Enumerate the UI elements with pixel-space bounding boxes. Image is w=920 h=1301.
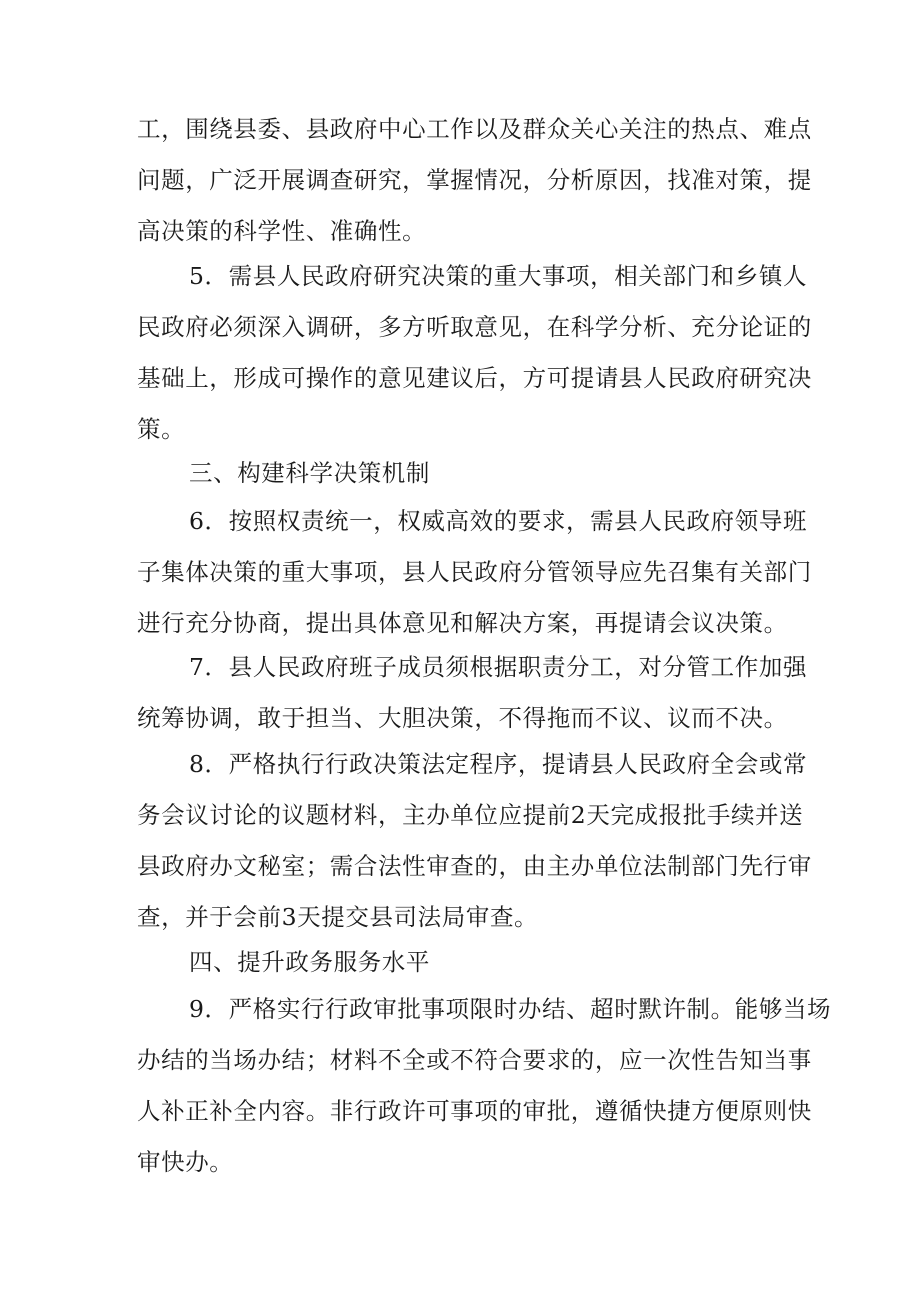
text-line: 7．县人民政府班子成员须根据职责分工，对分管工作加强 [189, 653, 808, 681]
text-line: 工，围绕县委、县政府中心工作以及群众关心关注的热点、难点 [137, 115, 812, 143]
text-line: 5．需县人民政府研究决策的重大事项，相关部门和乡镇人 [189, 262, 808, 290]
paragraph-item-9 [137, 984, 832, 1188]
heading-line: 四、提升政务服务水平 [189, 948, 430, 976]
text-line: 统筹协调，敢于担当、大胆决策，不得拖而不议、议而不决。 [137, 704, 788, 732]
text-line: 问题，广泛开展调查研究，掌握情况，分析原因，找准对策，提 [137, 166, 812, 194]
paragraph-item-8 [137, 739, 812, 943]
text-line: 民政府必须深入调研，多方听取意见，在科学分析、充分论证的 [137, 313, 812, 341]
text-line: 8．严格执行行政决策法定程序，提请县人民政府全会或常 [189, 750, 808, 778]
text-line: 查，并于会前3天提交县司法局审查。 [137, 903, 539, 931]
text-line: 审快办。 [137, 1148, 234, 1176]
text-line: 策。 [137, 415, 186, 443]
text-line: 基础上，形成可操作的意见建议后，方可提请县人民政府研究决 [137, 364, 812, 392]
text-line: 县政府办文秘室；需合法性审查的，由主办单位法制部门先行审 [137, 852, 812, 880]
paragraph-item-6 [137, 496, 812, 649]
text-line: 9．严格实行行政审批事项限时办结、超时默许制。能够当场 [189, 995, 832, 1023]
text-line: 办结的当场办结；材料不全或不符合要求的，应一次性告知当事 [137, 1046, 812, 1074]
paragraph-item-7 [137, 642, 808, 744]
text-line: 人补正补全内容。非行政许可事项的审批，遵循快捷方便原则快 [137, 1097, 812, 1125]
paragraph-item-5 [137, 251, 812, 455]
text-line: 进行充分协商，提出具体意见和解决方案，再提请会议决策。 [137, 609, 788, 637]
section-heading-3 [137, 448, 793, 499]
text-line: 子集体决策的重大事项，县人民政府分管领导应先召集有关部门 [137, 558, 812, 586]
heading-line: 三、构建科学决策机制 [189, 459, 430, 487]
section-heading-4 [137, 937, 793, 988]
text-line: 务会议讨论的议题材料，主办单位应提前2天完成报批手续并送 [137, 801, 804, 829]
text-line: 6．按照权责统一，权威高效的要求，需县人民政府领导班 [189, 507, 808, 535]
text-line: 高决策的科学性、准确性。 [137, 217, 427, 245]
paragraph-continuation [137, 104, 812, 257]
